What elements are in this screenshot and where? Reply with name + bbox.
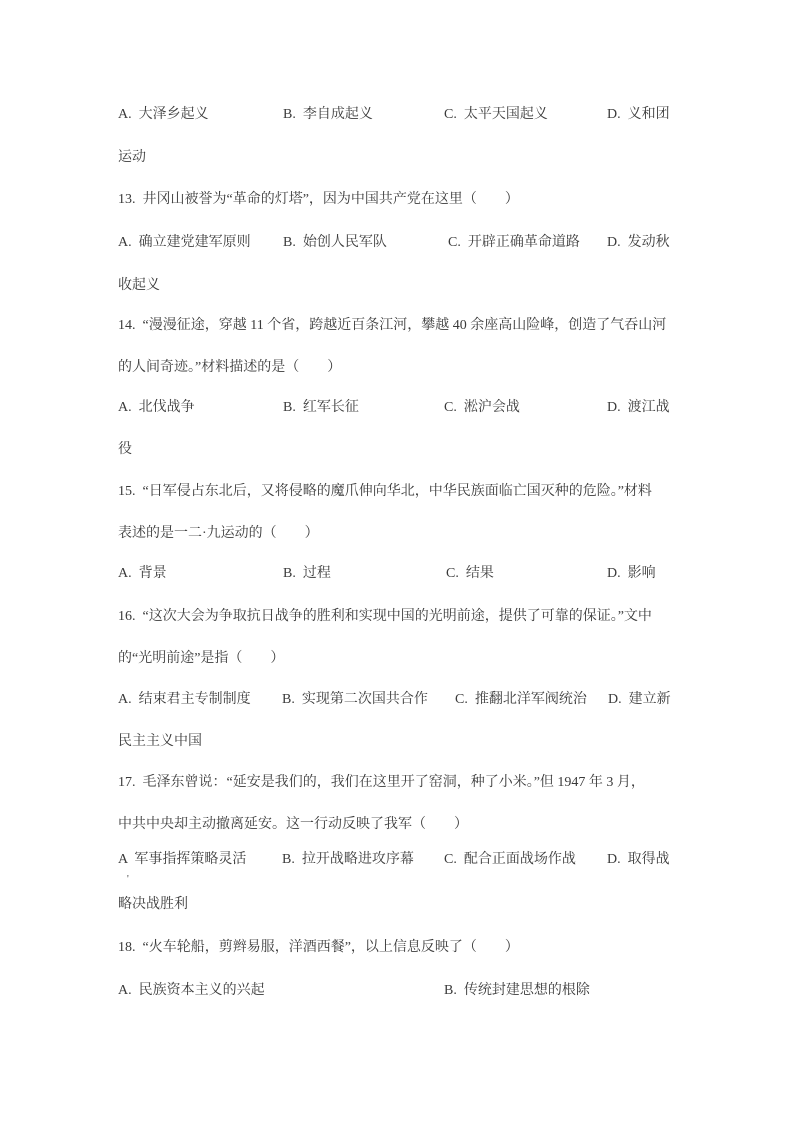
text-segment: A. 大泽乡起义 bbox=[118, 107, 209, 122]
text-segment: 14. “漫漫征途，穿越 11 个省，跨越近百条江河，攀越 40 余座高山险峰，创造了气吞山河 bbox=[118, 318, 667, 333]
text-segment: 表述的是一二·九运动的（ ） bbox=[118, 526, 319, 541]
text-segment: B. 实现第二次国共合作 bbox=[282, 692, 428, 707]
text-segment: D. 取得战 bbox=[607, 852, 670, 867]
text-segment: D. 义和团 bbox=[607, 107, 670, 122]
text-segment: B. 李自成起义 bbox=[283, 107, 373, 122]
text-segment: A. 背景 bbox=[118, 566, 167, 581]
text-segment: 18. “火车轮船，剪辫易服，洋酒西餐”，以上信息反映了（ ） bbox=[118, 940, 519, 955]
text-segment: B. 始创人民军队 bbox=[283, 235, 387, 250]
text-segment: 役 bbox=[118, 442, 132, 457]
text-segment: D. 发动秋 bbox=[607, 235, 670, 250]
text-segment: B. 传统封建思想的根除 bbox=[444, 983, 590, 998]
text-segment: 略决战胜利 bbox=[118, 897, 188, 912]
text-segment: A. 结束君主专制制度 bbox=[118, 692, 251, 707]
text-segment: 的人间奇迹。”材料描述的是（ ） bbox=[118, 360, 342, 375]
text-segment: 17. 毛泽东曾说：“延安是我们的，我们在这里开了窑洞，种了小米。”但 1947 年 3 月， bbox=[118, 775, 645, 790]
text-segment: B. 过程 bbox=[283, 566, 331, 581]
text-segment: D. 建立新 bbox=[608, 692, 671, 707]
text-segment: 的“光明前途”是指（ ） bbox=[118, 651, 285, 666]
text-segment: 16. “这次大会为争取抗日战争的胜利和实现中国的光明前途，提供了可靠的保证。”文中 bbox=[118, 609, 652, 624]
text-segment: D. 影响 bbox=[607, 566, 656, 581]
text-segment: D. 渡江战 bbox=[607, 400, 670, 415]
text-segment: C. 开辟正确革命道路 bbox=[448, 235, 580, 250]
text-segment: C. 太平天国起义 bbox=[444, 107, 548, 122]
text-segment: 13. 井冈山被誉为“革命的灯塔”，因为中国共产党在这里（ ） bbox=[118, 192, 519, 207]
text-segment: C. 推翻北洋军阀统治 bbox=[455, 692, 587, 707]
text-segment: A 军事指挥策略灵活 bbox=[118, 852, 247, 867]
text-segment: ' bbox=[127, 874, 129, 885]
text-segment: A. 民族资本主义的兴起 bbox=[118, 983, 265, 998]
text-segment: B. 红军长征 bbox=[283, 400, 359, 415]
text-segment: A. 确立建党建军原则 bbox=[118, 235, 251, 250]
text-segment: 收起义 bbox=[118, 278, 160, 293]
text-segment: 运动 bbox=[118, 150, 146, 165]
text-segment: B. 拉开战略进攻序幕 bbox=[282, 852, 414, 867]
text-segment: C. 结果 bbox=[446, 566, 494, 581]
text-segment: A. 北伐战争 bbox=[118, 400, 195, 415]
text-segment: C. 淞沪会战 bbox=[444, 400, 520, 415]
text-segment: 民主主义中国 bbox=[118, 734, 202, 749]
text-segment: C. 配合正面战场作战 bbox=[444, 852, 576, 867]
text-segment: 15. “日军侵占东北后，又将侵略的魔爪伸向华北，中华民族面临亡国灭种的危险。”材料 bbox=[118, 484, 652, 499]
text-segment: 中共中央却主动撤离延安。这一行动反映了我军（ ） bbox=[118, 817, 468, 832]
